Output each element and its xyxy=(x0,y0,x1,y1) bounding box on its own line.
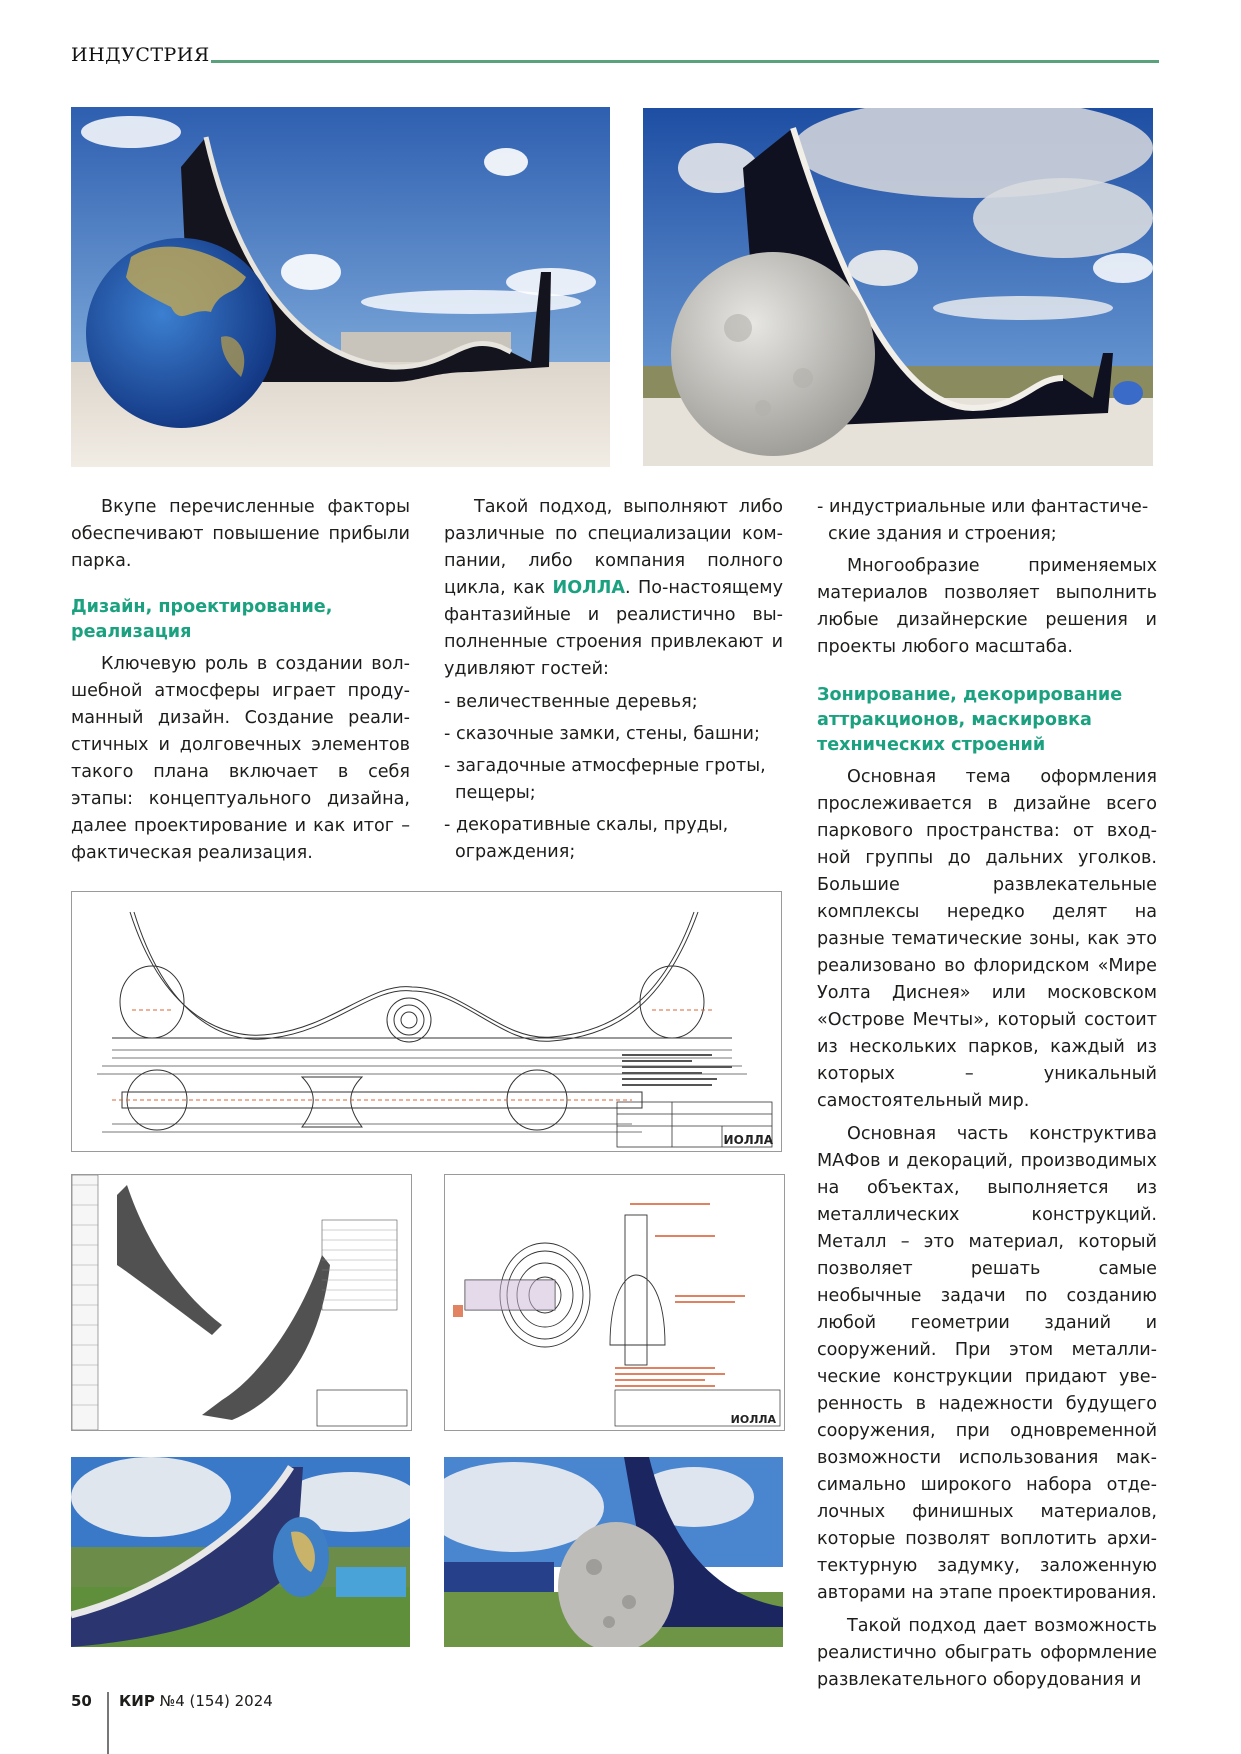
elevation-drawing-graphic xyxy=(72,892,781,1151)
frame-drawing-graphic xyxy=(72,1175,411,1430)
photo-moon-render xyxy=(643,108,1153,466)
brand-highlight: ИОЛЛА xyxy=(552,578,626,598)
paragraph-text: Такой подход, выполняют либо различные по специализации компании, либо компания полного цикла, как xyxy=(444,497,783,598)
column-2 xyxy=(444,494,783,871)
moon-render-image xyxy=(643,108,1153,466)
features-list xyxy=(444,689,783,866)
company-logo: ИОЛЛА xyxy=(730,1413,776,1426)
paragraph: Такой подход дает возможность реалистично обыграть оформление развлекательного оборудования и xyxy=(817,1616,1157,1690)
section-drawing-graphic xyxy=(445,1175,784,1430)
issue-number: №4 (154) 2024 xyxy=(159,1692,273,1710)
company-logo: ИОЛЛА xyxy=(723,1133,773,1147)
section-label: ИНДУСТРИЯ xyxy=(71,44,210,66)
photo-earth-render xyxy=(71,107,610,467)
drawing-elevation-plan xyxy=(71,891,782,1152)
list-item: - загадочные атмосферные гроты, пещеры; xyxy=(444,756,766,803)
list-item: - сказочные замки, стены, башни; xyxy=(444,724,760,744)
photo-moon-installed xyxy=(444,1457,783,1647)
features-list-continued xyxy=(817,494,1157,548)
list-item: - индустриальные или фантастические здания и строения; xyxy=(817,497,1149,544)
paragraph-text: . По-настоящему фантазийные и реалистично выполненные строения привлекают и удивляют гостей: xyxy=(444,578,783,679)
drawing-sphere-section xyxy=(444,1174,785,1431)
footer-divider xyxy=(107,1692,109,1754)
earth-render-image xyxy=(71,107,610,467)
paragraph: Ключевую роль в создании волшебной атмосферы играет продуманный дизайн. Создание реалистичных и долговечных элементов такого плана включает в себя этапы: концептуального дизайна, далее проектирование и как итог – фактическая реализация. xyxy=(71,654,410,863)
magazine-issue xyxy=(119,1692,273,1710)
paragraph: Вкупе перечисленные факторы обеспечивают повышение прибыли парка. xyxy=(71,497,410,571)
moon-installed-image xyxy=(444,1457,783,1647)
section-heading-design: Дизайн, проектирование, реализация xyxy=(71,597,333,642)
list-item: - декоративные скалы, пруды, ограждения; xyxy=(444,815,729,862)
magazine-name: КИР xyxy=(119,1692,155,1710)
page-number: 50 xyxy=(71,1692,92,1710)
paragraph: Основная тема оформления прослеживается в дизайне всего паркового пространства: от входной группы до дальних уголков. Большие развлекательные комплексы нередко делят на разные тематические зоны, как это реализовано во флоридском «Мире Уолта Диснея» или московском «Острове Мечты», который состоит из нескольких парков, каждый из которых – уникальный самостоятельный мир. xyxy=(817,767,1157,1111)
column-1 xyxy=(71,494,410,867)
paragraph: Основная часть конструктива МАФов и декораций, производимых на объектах, выполняется из металлических конструкций. Металл – это материал, который позволяет решать самые необычные задачи по созданию любой геометрии зданий и сооружений. При этом металлические конструкции придают уверенность в надежности будущего сооружения, при одновременной возможности использования максимально широкого набора отделочных финишных материалов, которые позволят воплотить архитектурную задумку, заложенную авторами на этапе проектирования. xyxy=(817,1124,1157,1603)
header-divider xyxy=(211,60,1159,63)
earth-installed-image xyxy=(71,1457,410,1647)
column-3 xyxy=(817,494,1157,1694)
paragraph xyxy=(444,494,783,683)
photo-earth-installed xyxy=(71,1457,410,1647)
list-item: - величественные деревья; xyxy=(444,692,698,712)
paragraph: Многообразие применяемых материалов позволяет выполнить любые дизайнерские решения и проекты любого масштаба. xyxy=(817,556,1157,657)
section-heading-zoning: Зонирование, декорирование аттракционов, маскировка технических строений xyxy=(817,685,1123,755)
drawing-legend xyxy=(622,1054,732,1086)
drawing-frame-axonometry xyxy=(71,1174,412,1431)
